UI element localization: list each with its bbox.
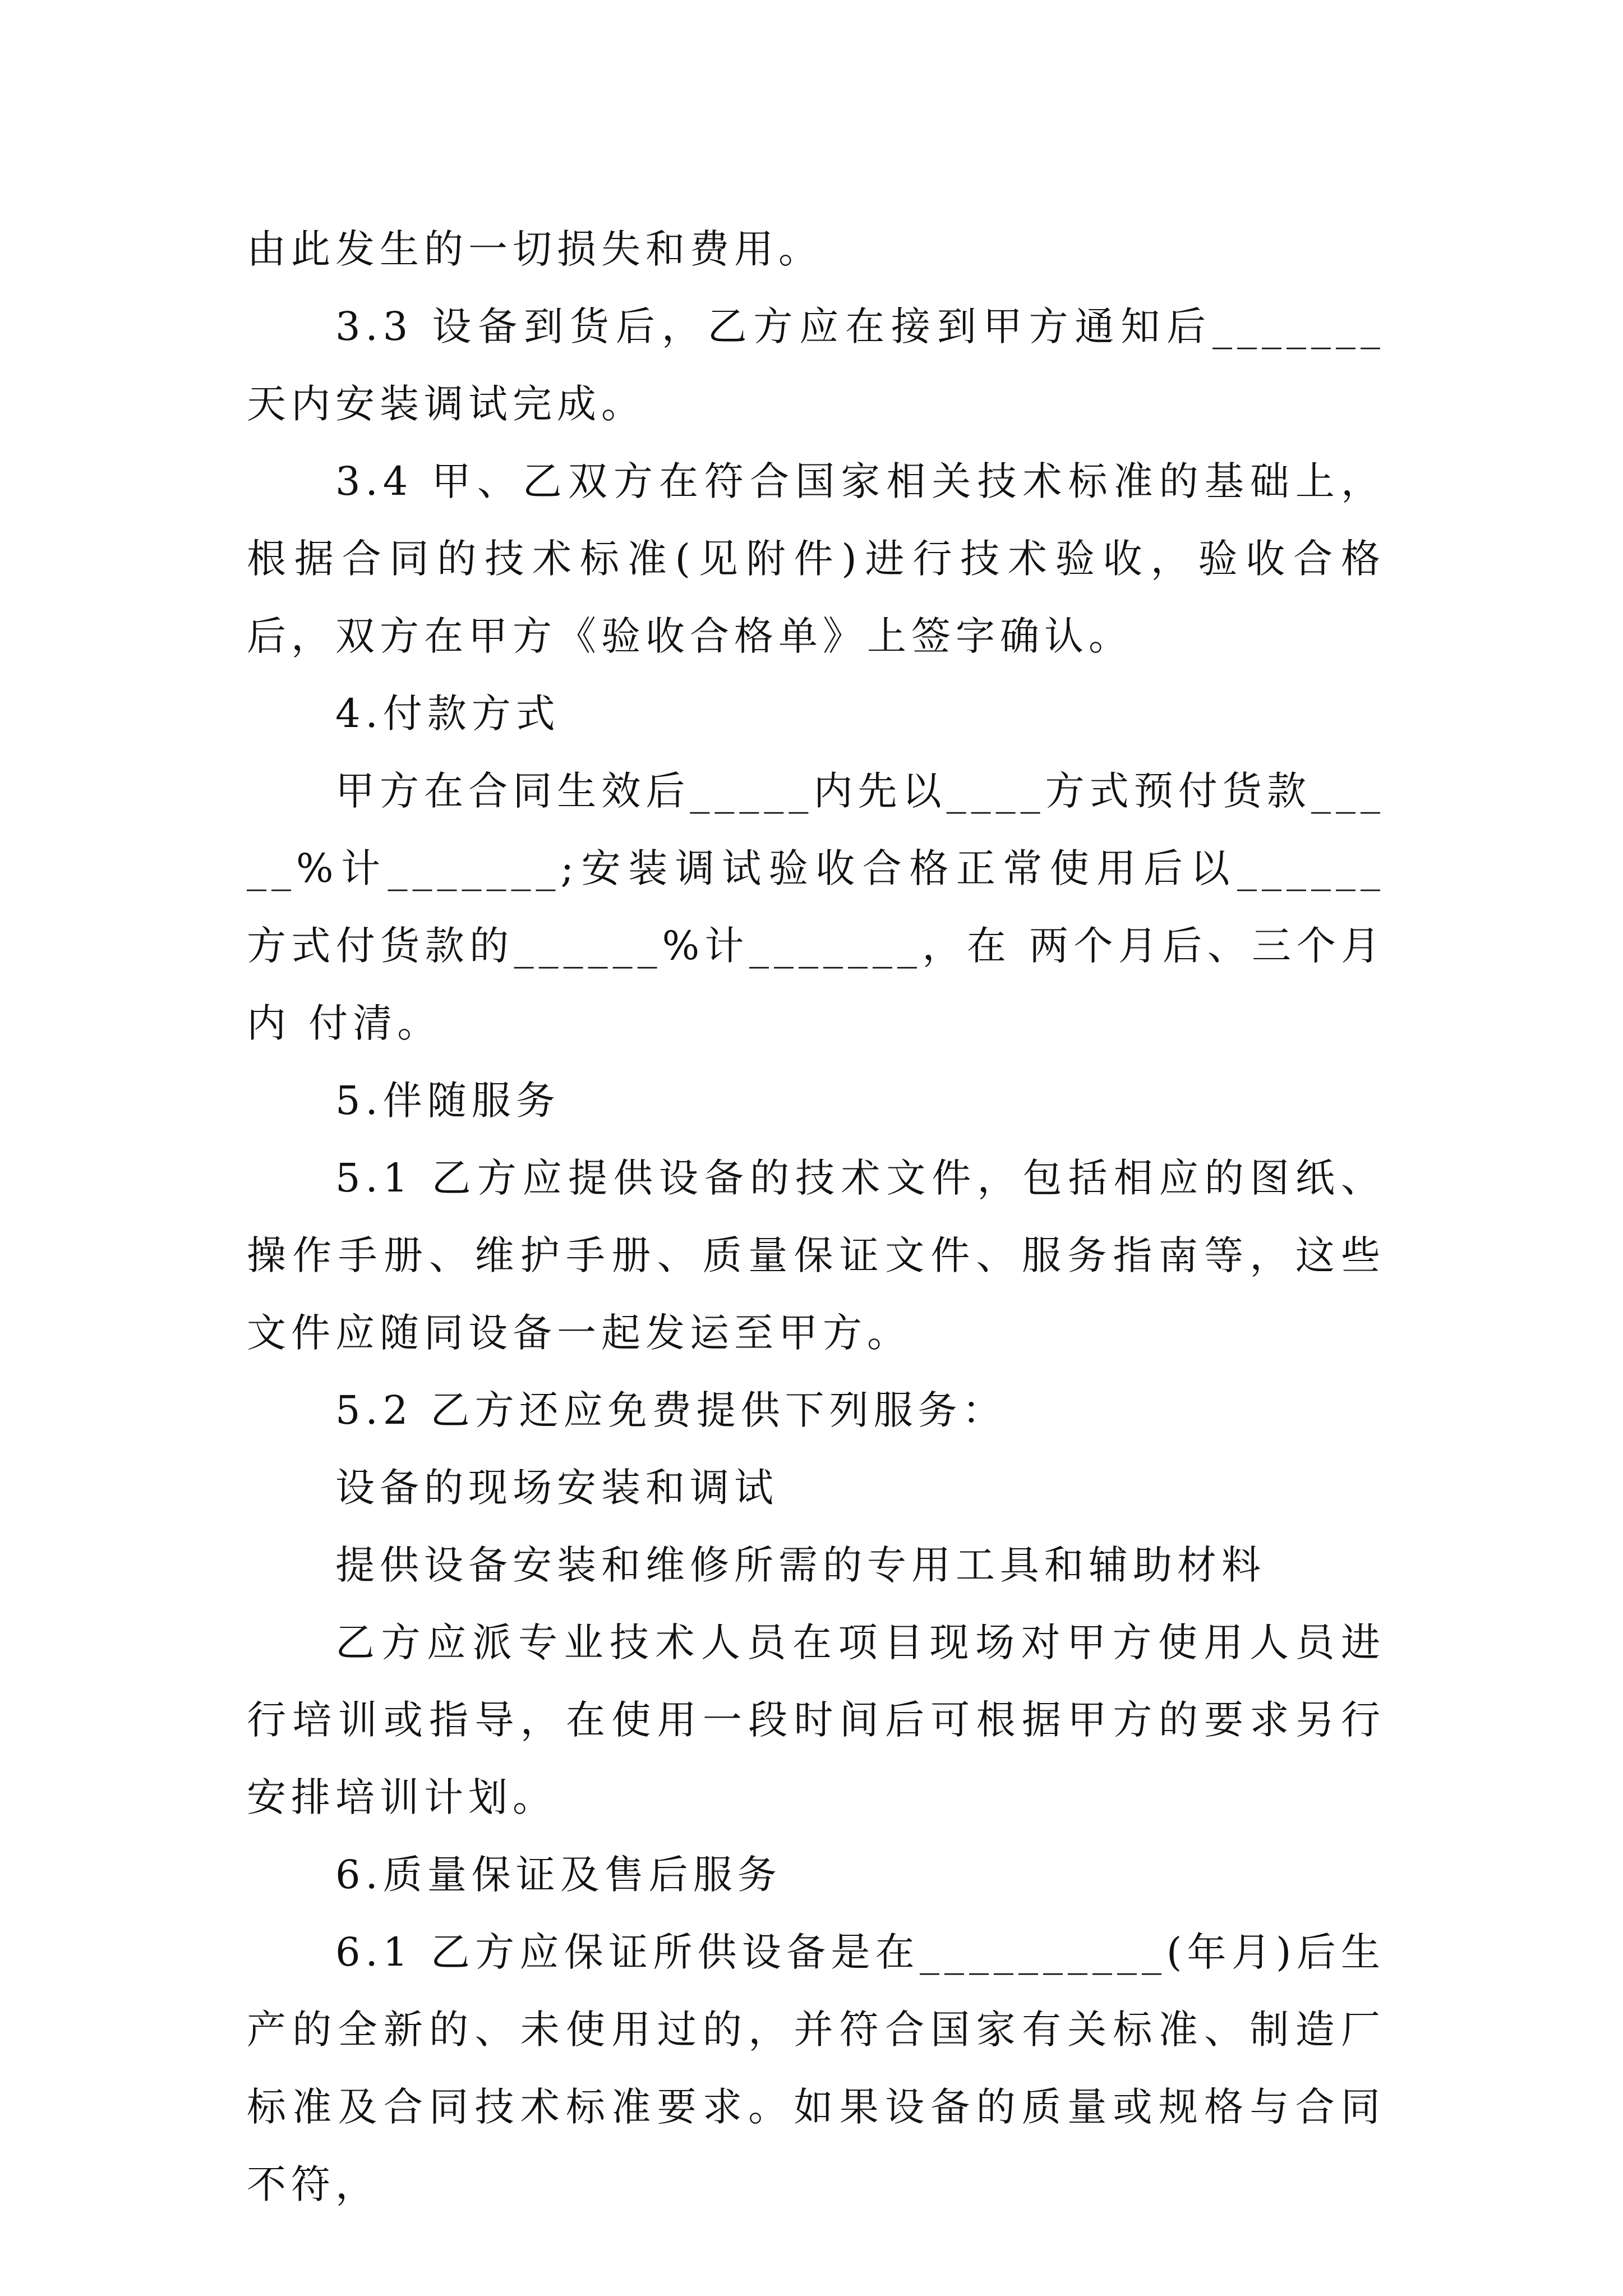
paragraph: 3.3 设备到货后，乙方应在接到甲方通知后_______天内安装调试完成。 [247,303,1385,427]
document-body [247,210,1385,2223]
list-item: 提供设备安装和维修所需的专用工具和辅助材料 [335,1542,1266,1588]
paragraph: 由此发生的一切损失和费用。 [247,226,823,272]
section-heading: 5.伴随服务 [335,1078,560,1124]
paragraph: 乙方应派专业技术人员在项目现场对甲方使用人员进行培训或指导，在使用一段时间后可根据甲方的要求另行安排培训计划。 [247,1619,1385,1820]
paragraph: 甲方在合同生效后_____内先以____方式预付货款_____%计_______;安装调试验收合格正常使用后以______方式付货款的______%计_______，在 两个月后、三个月内 付清。 [247,768,1385,1046]
list-item: 设备的现场安装和调试 [335,1465,778,1511]
section-heading: 4.付款方式 [335,691,560,737]
section-heading: 6.质量保证及售后服务 [335,1852,782,1898]
paragraph: 3.4 甲、乙双方在符合国家相关技术标准的基础上，根据合同的技术标准(见附件)进行技术验收，验收合格后，双方在甲方《验收合格单》上签字确认。 [247,458,1385,659]
paragraph: 6.1 乙方应保证所供设备是在__________(年月)后生产的全新的、未使用过的，并符合国家有关标准、制造厂标准及合同技术标准要求。如果设备的质量或规格与合同不符， [247,1929,1385,2207]
paragraph: 5.2 乙方还应免费提供下列服务： [335,1387,1007,1433]
paragraph: 5.1 乙方应提供设备的技术文件，包括相应的图纸、操作手册、维护手册、质量保证文件、服务指南等，这些文件应随同设备一起发运至甲方。 [247,1155,1385,1356]
